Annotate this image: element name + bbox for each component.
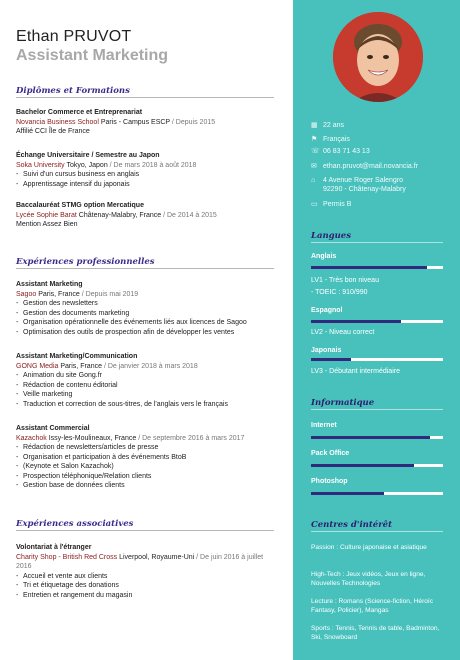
list-item: - Veille marketing [16, 390, 278, 400]
entry-title: Assistant Marketing/Communication [16, 353, 138, 360]
language-level-bar [311, 266, 443, 269]
list-item: - Prospection téléphonique/Relation clients [16, 472, 278, 482]
mail-icon: ✉ [311, 163, 317, 170]
interest-label: Passion : [311, 544, 339, 551]
experience-entry [16, 352, 278, 409]
address-line-2: 92290 - Châtenay-Malabry [323, 186, 406, 193]
entry-subtitle [16, 290, 278, 300]
language-detail: LV1 - Très bon niveau [311, 277, 379, 284]
entry-bullets [16, 443, 278, 491]
section-title-interests: Centres d'intérêt [311, 520, 393, 530]
entry-org: Soka University [16, 161, 65, 169]
entry-date: / De 2014 à 2015 [163, 211, 217, 219]
interest-text: Jeux vidéos, Jeux en ligne, Nouvelles Technologies [311, 571, 426, 587]
entry-title: Assistant Marketing [16, 281, 83, 288]
contact-age: ▦ 22 ans [311, 122, 345, 129]
section-title-experience: Expériences professionnelles [16, 257, 155, 267]
entry-date: / De juin 2016 à juillet 2016 [16, 553, 264, 570]
language-detail: - TOEIC : 910/990 [311, 289, 368, 296]
entry-location: Paris, France [38, 290, 80, 298]
education-entry [16, 151, 278, 189]
level-fill [311, 492, 384, 495]
entry-title: Bachelor Commerce et Entreprenariat [16, 109, 143, 116]
section-title-languages: Langues [311, 231, 351, 241]
list-item: - Suivi d'un cursus business en anglais [16, 170, 278, 180]
list-item: - Gestion des newsletters [16, 299, 278, 309]
entry-location: Liverpool, Royaume-Uni [119, 553, 195, 561]
divider [16, 268, 274, 269]
language-name: Japonais [311, 347, 342, 354]
language-detail: LV3 - Débutant intermédiaire [311, 368, 400, 375]
entry-note: Mention Assez Bien [16, 221, 78, 228]
interest-item [311, 570, 449, 588]
divider [16, 97, 274, 98]
list-item: - Organisation et participation à des événements BtoB [16, 453, 278, 463]
entry-date: / Depuis mai 2019 [81, 290, 139, 298]
address-line-1: 4 Avenue Roger Salengro [323, 177, 404, 184]
calendar-icon: ▦ [311, 122, 318, 129]
interest-item [311, 597, 449, 615]
section-title-associative: Expériences associatives [16, 519, 134, 529]
entry-subtitle [16, 434, 278, 444]
entry-date: / De mars 2018 à août 2018 [109, 161, 197, 169]
contact-phone: ☏ 06 83 71 43 13 [311, 148, 370, 155]
interest-label: Lecture : [311, 598, 337, 605]
associative-entry [16, 543, 278, 600]
job-title: Assistant Marketing [16, 47, 169, 64]
list-item: - Apprentissage intensif du japonais [16, 180, 278, 190]
entry-location: Paris, France [60, 362, 102, 370]
entry-date: / De janvier 2018 à mars 2018 [103, 362, 198, 370]
entry-subtitle [16, 362, 278, 372]
person-name: Ethan PRUVOT [16, 28, 132, 45]
contact-email[interactable]: ✉ ethan.pruvot@mail.novancia.fr [311, 163, 419, 170]
level-fill [311, 266, 427, 269]
skill-level-bar [311, 436, 443, 439]
experience-entry [16, 424, 278, 491]
interest-text: Tennis, Tennis de table, Badminton, Ski, Snowboard [311, 625, 440, 641]
entry-location: Issy-les-Moulineaux, France [48, 434, 137, 442]
divider [311, 242, 443, 243]
entry-title: Assistant Commercial [16, 425, 90, 432]
entry-date: / De septembre 2016 à mars 2017 [138, 434, 245, 442]
location-icon: ⌂ [311, 177, 316, 184]
list-item: - Optimisation des outils de prospection afin de développer les ventes [16, 328, 278, 338]
entry-title: Échange Universitaire / Semestre au Japon [16, 152, 160, 159]
list-item: - Entretien et rangement du magasin [16, 591, 278, 601]
interest-text: Romans (Science-fiction, Héroïc Fantasy, Policier), Mangas [311, 598, 434, 614]
entry-org: GONG Media [16, 362, 59, 370]
entry-title: Baccalauréat STMG option Mercatique [16, 202, 144, 209]
list-item: - Rédaction de newsletters/articles de presse [16, 443, 278, 453]
list-item: - Gestion base de données clients [16, 481, 278, 491]
level-fill [311, 436, 430, 439]
level-fill [311, 464, 414, 467]
list-item: - Rédaction de contenu éditorial [16, 381, 278, 391]
profile-photo [333, 12, 423, 102]
language-name: Anglais [311, 253, 337, 260]
entry-org: Charity Shop - British Red Cross [16, 553, 118, 561]
interest-label: High-Tech : [311, 571, 345, 578]
contact-license: ▭ Permis B [311, 201, 352, 208]
entry-bullets [16, 299, 278, 337]
divider [311, 531, 443, 532]
contact-address [311, 176, 406, 194]
entry-date: / Depuis 2015 [171, 118, 216, 126]
entry-location: Châtenay-Malabry, France [78, 211, 162, 219]
entry-subtitle [16, 211, 278, 221]
section-title-education: Diplômes et Formations [16, 86, 130, 96]
entry-location: Paris - Campus ESCP [100, 118, 170, 126]
flag-icon: ⚑ [311, 136, 318, 143]
entry-bullets [16, 371, 278, 409]
list-item: - Accueil et vente aux clients [16, 572, 278, 582]
interest-text: Culture japonaise et asiatique [339, 544, 427, 551]
language-detail: LV2 - Niveau correct [311, 329, 375, 336]
interest-label: Sports : [311, 625, 334, 632]
entry-title: Volontariat à l'étranger [16, 544, 92, 551]
divider [311, 409, 443, 410]
entry-org: Lycée Sophie Barat [16, 211, 77, 219]
entry-note: Affilié CCI Île de France [16, 128, 90, 135]
interest-item [311, 543, 449, 552]
entry-subtitle [16, 553, 278, 572]
entry-subtitle [16, 161, 278, 171]
skill-level-bar [311, 464, 443, 467]
skill-name: Pack Office [311, 450, 350, 457]
skill-level-bar [311, 492, 443, 495]
entry-location: Tokyo, Japon [66, 161, 108, 169]
skill-name: Photoshop [311, 478, 348, 485]
entry-org: Novancia Business School [16, 118, 99, 126]
list-item: - Animation du site Gong.fr [16, 371, 278, 381]
entry-bullets [16, 572, 278, 601]
entry-org: Sagoo [16, 290, 37, 298]
language-level-bar [311, 320, 443, 323]
level-fill [311, 358, 351, 361]
entry-bullets [16, 170, 278, 189]
sidebar [293, 0, 460, 660]
entry-subtitle [16, 118, 278, 128]
entry-org: Kazachok [16, 434, 47, 442]
section-title-it: Informatique [311, 398, 375, 408]
level-fill [311, 320, 401, 323]
interest-item [311, 624, 449, 642]
list-item: - Gestion des documents marketing [16, 309, 278, 319]
list-item: - Organisation opérationnelle des événements liés aux licences de Sagoo [16, 318, 278, 328]
list-item: - Tri et étiquetage des donations [16, 581, 278, 591]
car-icon: ▭ [311, 201, 318, 208]
education-entry [16, 108, 278, 137]
language-level-bar [311, 358, 443, 361]
divider [16, 530, 274, 531]
contact-nationality: ⚑ Français [311, 136, 350, 143]
list-item: - Traduction et correction de sous-titres, de l'anglais vers le français [16, 400, 278, 410]
experience-entry [16, 280, 278, 337]
phone-icon: ☏ [311, 148, 320, 155]
portrait-image [333, 12, 423, 102]
language-name: Espagnol [311, 307, 343, 314]
education-entry [16, 201, 278, 230]
list-item: - (Keynote et Salon Kazachok) [16, 462, 278, 472]
skill-name: Internet [311, 422, 337, 429]
